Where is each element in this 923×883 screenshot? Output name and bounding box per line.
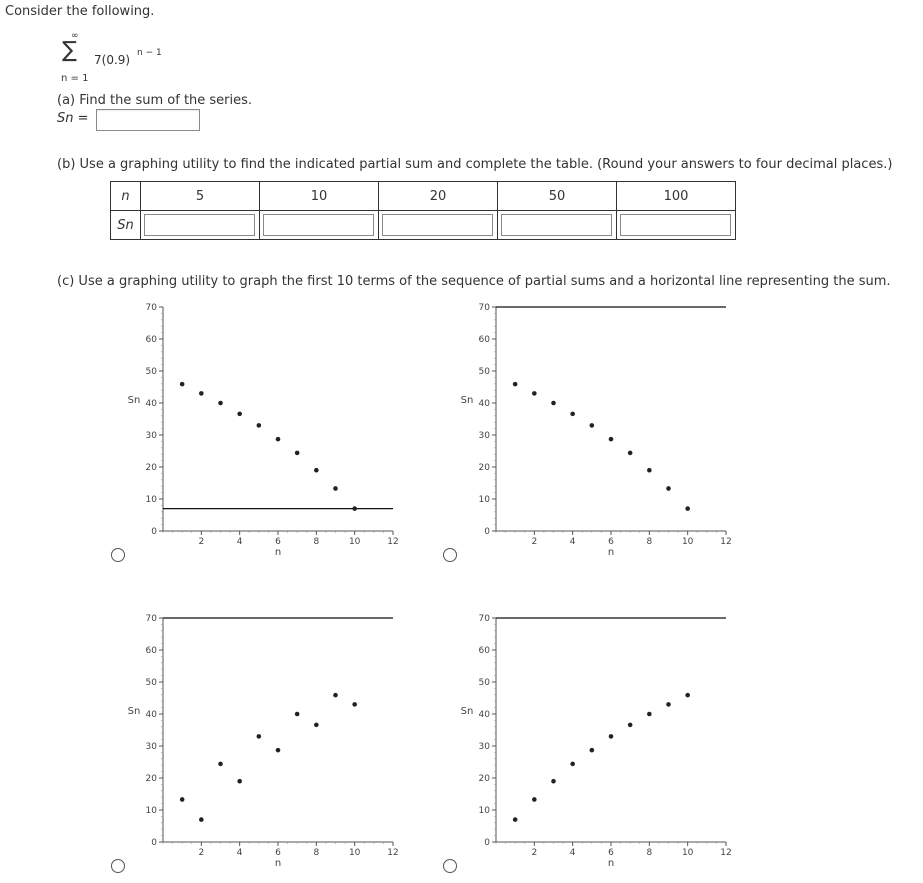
y-tick-label: 70 bbox=[478, 303, 490, 313]
data-point bbox=[685, 506, 690, 511]
y-axis-label: Sn bbox=[127, 394, 141, 406]
y-tick-label: 20 bbox=[478, 463, 490, 473]
x-tick-label: 4 bbox=[236, 537, 243, 547]
x-tick-label: 2 bbox=[198, 848, 205, 858]
s20-input[interactable] bbox=[382, 214, 493, 236]
data-point bbox=[199, 817, 204, 822]
n-value-cell: 50 bbox=[498, 182, 617, 211]
graph-option-1 bbox=[120, 296, 410, 562]
y-tick-label: 0 bbox=[484, 838, 490, 848]
data-point bbox=[180, 382, 185, 387]
table-row-n bbox=[111, 182, 736, 211]
data-point bbox=[276, 748, 281, 753]
row-sn-header: Sn bbox=[111, 211, 141, 240]
part-c-question: (c) Use a graphing utility to graph the first 10 terms of the sequence of partial sums and a horizontal line representing the sum. bbox=[57, 274, 891, 289]
y-axis-label: Sn bbox=[460, 394, 474, 406]
data-point bbox=[590, 748, 595, 753]
graph-option-2 bbox=[453, 296, 743, 562]
x-axis-label: n bbox=[607, 547, 615, 558]
series-upper-limit: ∞ bbox=[71, 31, 79, 41]
data-point bbox=[257, 734, 262, 739]
data-point bbox=[666, 702, 671, 707]
y-tick-label: 50 bbox=[478, 367, 490, 377]
y-tick-label: 60 bbox=[478, 646, 490, 656]
x-tick-label: 2 bbox=[198, 537, 205, 547]
x-tick-label: 10 bbox=[348, 537, 361, 547]
sn-cell bbox=[141, 211, 260, 240]
n-value-cell: 10 bbox=[260, 182, 379, 211]
x-tick-label: 10 bbox=[681, 848, 694, 858]
data-point bbox=[532, 391, 537, 396]
y-tick-label: 0 bbox=[484, 527, 490, 537]
y-tick-label: 20 bbox=[478, 774, 490, 784]
data-point bbox=[295, 451, 300, 456]
x-tick-label: 4 bbox=[236, 848, 243, 858]
data-point bbox=[333, 693, 338, 698]
data-point bbox=[295, 712, 300, 717]
option-2-radio[interactable] bbox=[443, 548, 457, 562]
data-point bbox=[352, 506, 357, 511]
y-tick-label: 60 bbox=[478, 335, 490, 345]
data-point bbox=[237, 779, 242, 784]
sn-cell bbox=[617, 211, 736, 240]
data-point bbox=[218, 762, 223, 767]
y-tick-label: 10 bbox=[478, 806, 490, 816]
x-tick-label: 8 bbox=[313, 848, 320, 858]
x-tick-label: 8 bbox=[646, 848, 653, 858]
data-point bbox=[218, 401, 223, 406]
y-axis-label: Sn bbox=[127, 705, 141, 717]
sn-cell bbox=[379, 211, 498, 240]
data-point bbox=[570, 412, 575, 417]
data-point bbox=[513, 817, 518, 822]
y-tick-label: 70 bbox=[145, 614, 157, 624]
y-tick-label: 30 bbox=[145, 431, 157, 441]
y-tick-label: 30 bbox=[478, 742, 490, 752]
option-4-radio[interactable] bbox=[443, 859, 457, 873]
x-tick-label: 2 bbox=[531, 537, 538, 547]
data-point bbox=[237, 412, 242, 417]
n-value-cell: 5 bbox=[141, 182, 260, 211]
x-tick-label: 6 bbox=[608, 848, 614, 858]
y-tick-label: 20 bbox=[145, 774, 157, 784]
x-tick-label: 4 bbox=[569, 537, 576, 547]
y-tick-label: 40 bbox=[145, 399, 157, 409]
part-a-question: (a) Find the sum of the series. bbox=[57, 93, 253, 108]
y-tick-label: 40 bbox=[478, 399, 490, 409]
data-point bbox=[647, 712, 652, 717]
x-axis-label: n bbox=[274, 858, 282, 869]
x-tick-label: 10 bbox=[348, 848, 361, 858]
part-b-question: (b) Use a graphing utility to find the indicated partial sum and complete the table. (Round your answers to four decimal places.) bbox=[57, 157, 893, 172]
x-tick-label: 12 bbox=[720, 537, 732, 547]
data-point bbox=[590, 423, 595, 428]
x-tick-label: 2 bbox=[531, 848, 538, 858]
x-tick-label: 6 bbox=[608, 537, 614, 547]
data-point bbox=[685, 693, 690, 698]
y-tick-label: 0 bbox=[151, 527, 157, 537]
x-tick-label: 12 bbox=[387, 848, 399, 858]
s5-input[interactable] bbox=[144, 214, 255, 236]
y-tick-label: 50 bbox=[478, 678, 490, 688]
y-tick-label: 10 bbox=[478, 495, 490, 505]
graph-option-4 bbox=[453, 607, 743, 873]
part-a-answer-input[interactable] bbox=[96, 109, 200, 131]
data-point bbox=[551, 779, 556, 784]
data-point bbox=[609, 734, 614, 739]
data-point bbox=[609, 437, 614, 442]
data-point bbox=[570, 762, 575, 767]
data-point bbox=[532, 797, 537, 802]
x-axis-label: n bbox=[274, 547, 282, 558]
data-point bbox=[333, 486, 338, 491]
y-tick-label: 40 bbox=[478, 710, 490, 720]
y-tick-label: 50 bbox=[145, 367, 157, 377]
sigma-symbol: ∑ bbox=[62, 38, 77, 63]
data-point bbox=[276, 437, 281, 442]
data-point bbox=[513, 382, 518, 387]
part-a-label: Sn = bbox=[57, 111, 89, 126]
data-point bbox=[314, 468, 319, 473]
intro-text: Consider the following. bbox=[5, 4, 155, 19]
data-point bbox=[180, 797, 185, 802]
option-1-radio[interactable] bbox=[111, 548, 125, 562]
x-tick-label: 6 bbox=[275, 537, 281, 547]
y-tick-label: 0 bbox=[151, 838, 157, 848]
data-point bbox=[666, 486, 671, 491]
x-tick-label: 4 bbox=[569, 848, 576, 858]
data-point bbox=[314, 723, 319, 728]
y-tick-label: 30 bbox=[145, 742, 157, 752]
y-tick-label: 20 bbox=[145, 463, 157, 473]
data-point bbox=[628, 451, 633, 456]
y-tick-label: 30 bbox=[478, 431, 490, 441]
x-tick-label: 12 bbox=[387, 537, 399, 547]
data-point bbox=[647, 468, 652, 473]
data-point bbox=[257, 423, 262, 428]
s10-input[interactable] bbox=[263, 214, 374, 236]
x-tick-label: 10 bbox=[681, 537, 694, 547]
y-tick-label: 60 bbox=[145, 646, 157, 656]
row-n-header: n bbox=[111, 182, 141, 211]
n-value-cell: 100 bbox=[617, 182, 736, 211]
y-tick-label: 10 bbox=[145, 806, 157, 816]
x-tick-label: 6 bbox=[275, 848, 281, 858]
data-point bbox=[628, 723, 633, 728]
data-point bbox=[551, 401, 556, 406]
y-axis-label: Sn bbox=[460, 705, 474, 717]
x-tick-label: 8 bbox=[646, 537, 653, 547]
sn-cell bbox=[498, 211, 617, 240]
series-exponent: n − 1 bbox=[137, 48, 162, 58]
s100-input[interactable] bbox=[620, 214, 731, 236]
series-term: 7(0.9) bbox=[94, 53, 131, 67]
data-point bbox=[199, 391, 204, 396]
y-tick-label: 50 bbox=[145, 678, 157, 688]
graph-option-3 bbox=[120, 607, 410, 873]
y-tick-label: 70 bbox=[145, 303, 157, 313]
y-tick-label: 60 bbox=[145, 335, 157, 345]
y-tick-label: 70 bbox=[478, 614, 490, 624]
sn-cell bbox=[260, 211, 379, 240]
x-tick-label: 12 bbox=[720, 848, 732, 858]
y-tick-label: 10 bbox=[145, 495, 157, 505]
s50-input[interactable] bbox=[501, 214, 612, 236]
partial-sum-table bbox=[110, 181, 736, 240]
y-tick-label: 40 bbox=[145, 710, 157, 720]
x-tick-label: 8 bbox=[313, 537, 320, 547]
n-value-cell: 20 bbox=[379, 182, 498, 211]
data-point bbox=[352, 702, 357, 707]
table-row-sn bbox=[111, 211, 736, 240]
x-axis-label: n bbox=[607, 858, 615, 869]
series-lower-limit: n = 1 bbox=[61, 73, 89, 84]
option-3-radio[interactable] bbox=[111, 859, 125, 873]
